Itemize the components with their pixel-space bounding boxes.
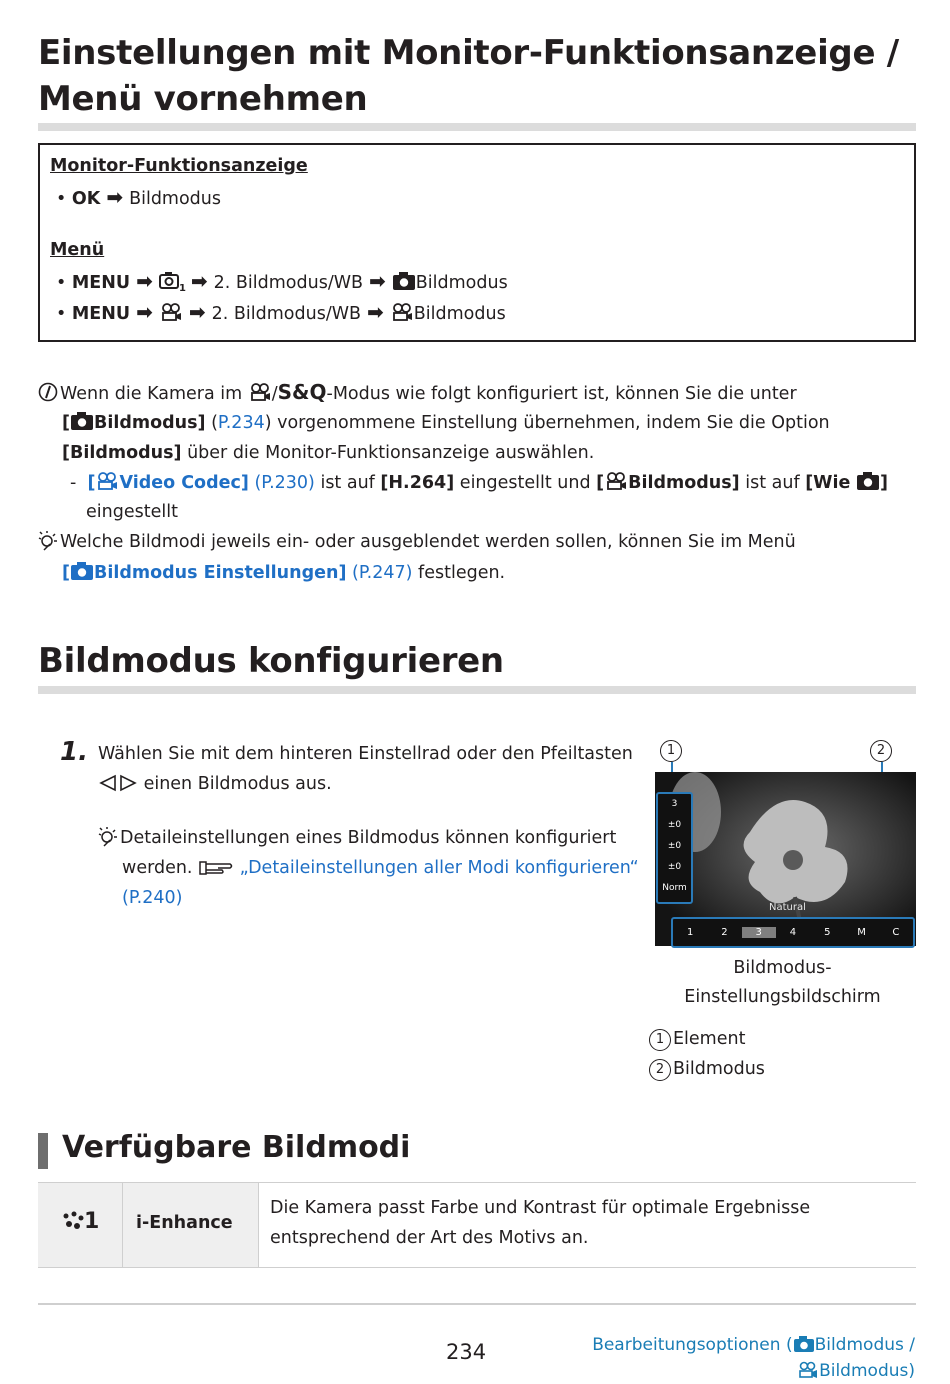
callout-2: 2	[870, 740, 894, 762]
section-marker	[38, 1133, 48, 1169]
mode-option[interactable]: 4	[789, 927, 797, 938]
note-1-line-2: [ Bildmodus] (P.234) vorgenommene Einstellung übernehmen, indem Sie die Option	[62, 413, 830, 433]
movie-icon	[248, 382, 272, 402]
modes-table	[38, 1182, 916, 1268]
side-item-contrast[interactable]: ±0	[667, 841, 682, 851]
ok-target: Bildmodus	[129, 189, 222, 209]
table-row-name-cell: i-Enhance	[122, 1183, 259, 1267]
i-enhance-icon	[62, 1211, 84, 1231]
side-item-sharpness[interactable]: ±0	[667, 862, 682, 872]
title-line-1: Einstellungen mit Monitor-Funktionsanzeige /	[38, 33, 899, 73]
title-line-2: Menü vornehmen	[38, 79, 368, 119]
table-row-desc-1: Die Kamera passt Farbe und Kontrast für optimale Ergebnisse	[270, 1198, 811, 1218]
side-item-saturation[interactable]: ±0	[667, 820, 682, 830]
side-item-mode[interactable]: 3	[671, 799, 678, 809]
ok-path: • OK ➡ Bildmodus	[56, 185, 222, 209]
mode-option[interactable]: 1	[686, 927, 694, 938]
item-column	[656, 792, 693, 904]
menu-target: Bildmodus	[415, 273, 508, 293]
mode-option[interactable]: 2	[721, 927, 728, 938]
left-right-arrows-icon	[98, 774, 138, 792]
bildmodus-settings-link[interactable]: [ Bildmodus Einstellungen]	[62, 563, 347, 583]
legend-item: 1 Element	[649, 1027, 745, 1051]
mode-option[interactable]: 5	[824, 927, 831, 938]
note-sub-line-1: - [ Video Codec] (P.230) ist auf [H.264] eingestellt und [ Bildmodus] ist auf [Wie ]	[70, 473, 888, 493]
note-2-line-1: Welche Bildmodi jeweils ein- oder ausgeblendet werden sollen, können Sie im Menü	[38, 530, 796, 554]
page-number: 234	[446, 1340, 487, 1364]
table-row-icon-cell: 1	[38, 1183, 122, 1267]
mode-option[interactable]: C	[892, 927, 900, 938]
menu-key: MENU	[71, 304, 131, 324]
breadcrumb-line-1: Bearbeitungsoptionen ( Bildmodus /	[592, 1335, 915, 1355]
step-text-2: einen Bildmodus aus.	[98, 772, 332, 796]
movie-icon	[604, 471, 628, 491]
mode-option[interactable]: M	[857, 927, 866, 938]
menu-heading: Menü	[50, 240, 105, 260]
tip-line-1: Detaileinstellungen eines Bildmodus können konfiguriert	[98, 826, 616, 850]
ok-key: OK	[71, 189, 101, 209]
footer-rule	[38, 1303, 916, 1305]
menu-path-video: • MENU ➡ ➡ 2. Bildmodus/WB ➡ Bildmodus	[56, 300, 506, 324]
sq-mode-label: S&Q	[277, 380, 327, 404]
note-2-line-2: [ Bildmodus Einstellungen] (P.247) festlegen.	[62, 563, 506, 583]
note-1-line-3: [Bildmodus] über die Monitor-Funktionsanzeige auswählen.	[62, 443, 595, 463]
camera-icon	[793, 1335, 815, 1353]
note-1-line-1: Wenn die Kamera im /S&Q-Modus wie folgt konfiguriert ist, können Sie die unter	[38, 380, 797, 406]
step-text-1: Wählen Sie mit dem hinteren Einstellrad oder den Pfeiltasten	[98, 744, 633, 764]
page-ref-link[interactable]: (P.240)	[122, 888, 183, 908]
menu-step-2: 2. Bildmodus/WB	[213, 273, 364, 293]
page-ref-link[interactable]: (P.230)	[254, 473, 315, 493]
tip-line-2: werden. „Detaileinstellungen aller Modi konfigurieren“	[122, 858, 639, 878]
figure-caption-1: Bildmodus-	[733, 958, 832, 978]
tip-icon	[98, 826, 120, 846]
camera-icon	[392, 271, 416, 291]
camera-icon	[70, 561, 94, 581]
page-ref-link[interactable]: (P.247)	[352, 563, 413, 583]
mode-label: Natural	[769, 902, 806, 913]
legend-item: 2 Bildmodus	[649, 1057, 765, 1081]
menu-path-photo: • MENU ➡ 1 ➡ 2. Bildmodus/WB ➡ Bildmodus	[56, 269, 508, 294]
note-sub-line-2: eingestellt	[86, 502, 178, 522]
title-rule	[38, 123, 916, 131]
camera-icon	[856, 471, 880, 491]
section-rule	[38, 686, 916, 694]
figure-caption-2: Einstellungsbildschirm	[684, 987, 881, 1007]
section-title: Bildmodus konfigurieren	[38, 641, 504, 681]
monitor-heading: Monitor-Funktionsanzeige	[50, 156, 308, 176]
breadcrumb-line-2: Bildmodus)	[592, 1358, 915, 1384]
camera-1-icon	[159, 271, 186, 294]
movie-icon	[95, 471, 119, 491]
page-ref-link[interactable]: P.234	[217, 413, 265, 433]
note-icon	[38, 382, 60, 402]
menu-step-2: 2. Bildmodus/WB	[211, 304, 362, 324]
page-title	[38, 30, 899, 122]
tip-icon	[38, 530, 60, 550]
camera-icon	[70, 411, 94, 431]
arrow-right-icon: ➡	[106, 185, 124, 209]
table-row-desc-2: entsprechend der Art des Motivs an.	[270, 1228, 589, 1248]
menu-key: MENU	[71, 273, 131, 293]
breadcrumb[interactable]	[592, 1332, 915, 1384]
menu-target: Bildmodus	[413, 304, 506, 324]
step-number: 1.	[60, 737, 88, 767]
arrow-right-icon: ➡	[367, 300, 384, 324]
movie-icon	[390, 302, 414, 322]
arrow-right-icon: ➡	[136, 300, 153, 324]
video-codec-link[interactable]: [ Video Codec]	[87, 473, 249, 493]
svg-text:1: 1	[178, 283, 186, 294]
arrow-right-icon: ➡	[188, 300, 206, 324]
movie-icon	[159, 302, 183, 322]
mode-option-selected[interactable]: 3	[742, 927, 776, 938]
subsection-title: Verfügbare Bildmodi	[62, 1130, 411, 1165]
callout-1: 1	[660, 740, 684, 762]
mode-bar	[671, 917, 915, 948]
pointing-hand-icon	[198, 858, 234, 876]
arrow-right-icon: ➡	[136, 269, 153, 293]
arrow-right-icon: ➡	[190, 269, 208, 293]
side-item-gradation[interactable]: Norm	[662, 883, 687, 893]
arrow-right-icon: ➡	[369, 269, 386, 293]
detail-settings-link[interactable]: „Detaileinstellungen aller Modi konfigurieren“	[239, 858, 639, 878]
movie-icon	[797, 1361, 819, 1379]
